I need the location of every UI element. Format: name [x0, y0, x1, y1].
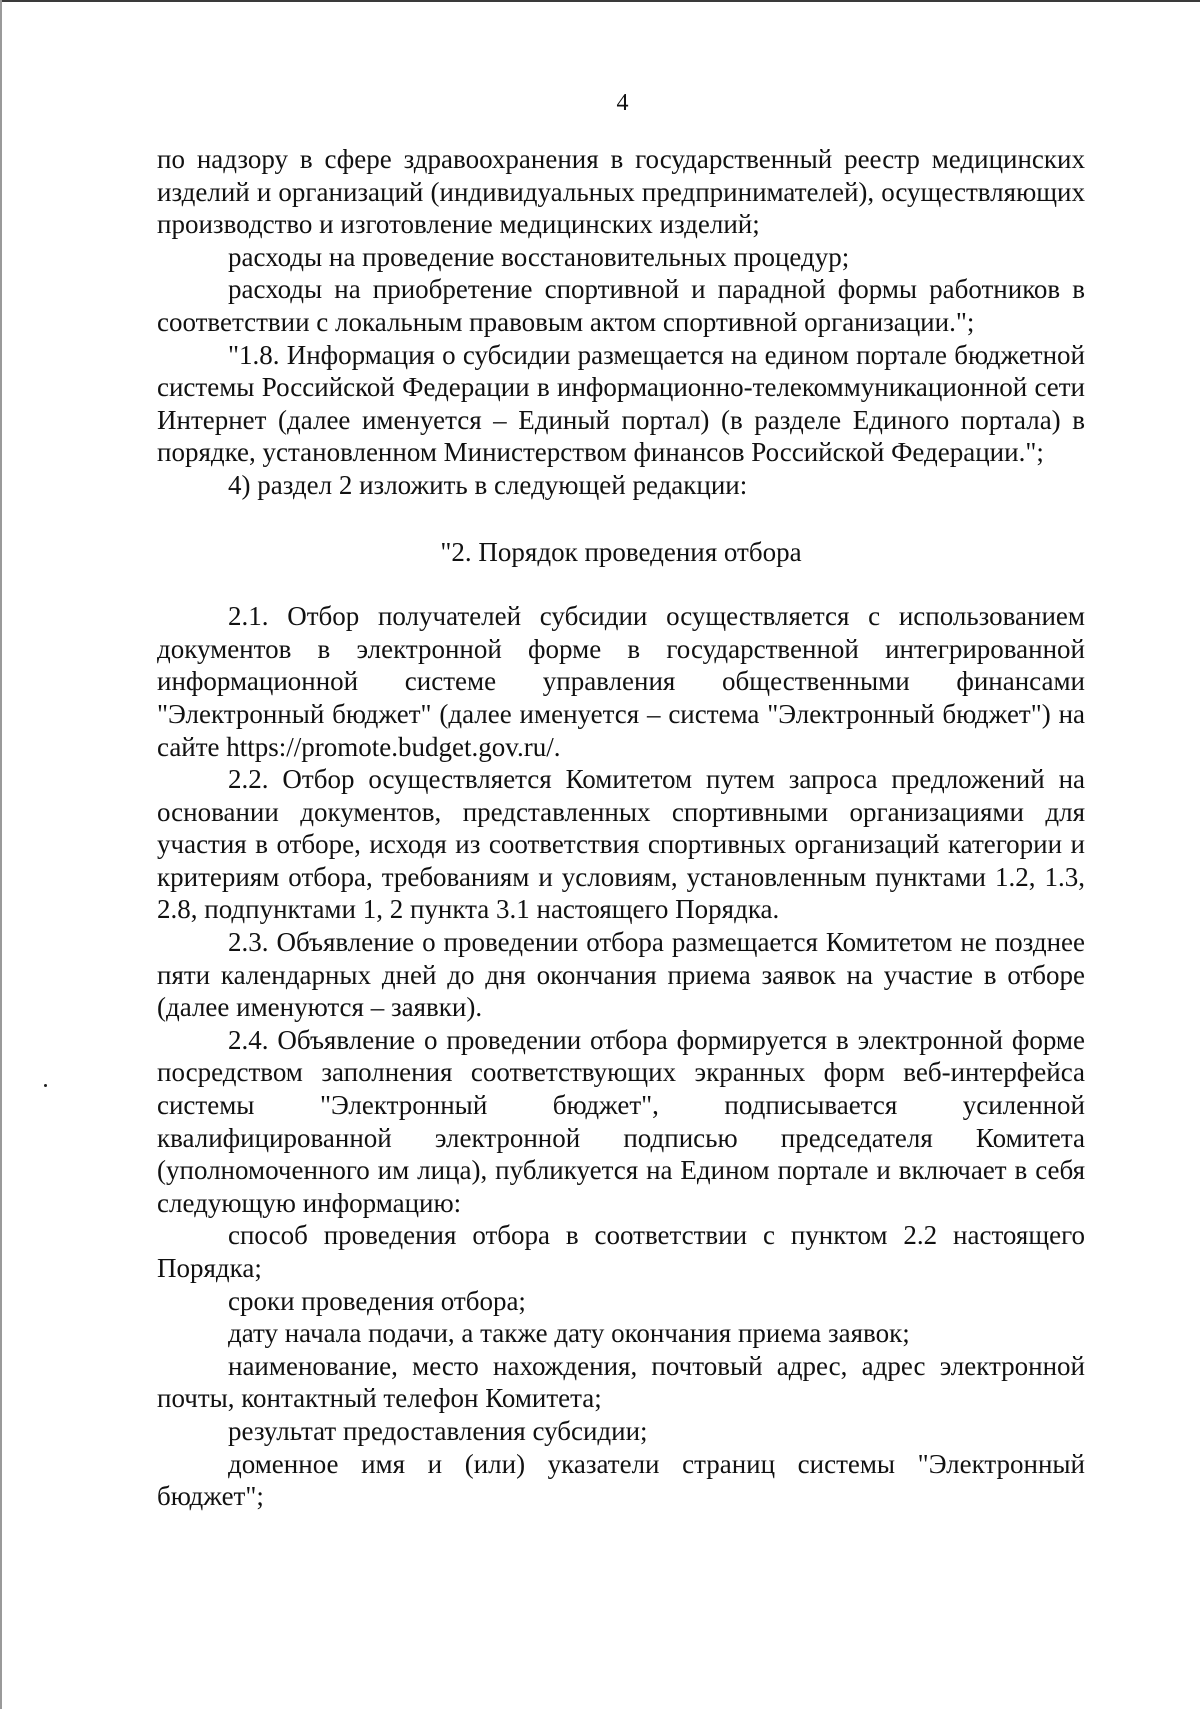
scan-speck	[44, 1084, 47, 1087]
paragraph-2-4: 2.4. Объявление о проведении отбора формируется в электронной форме посредством заполнения соответствующих экранных форм веб-интерфейса системы "Электронный бюджет", подписывается усиленной квалифицированной электронной подписью председателя Комитета (уполномоченного им лица), публикуется на Едином портале и включает в себя следующую информацию:	[157, 1024, 1085, 1218]
scan-edge-top	[0, 0, 1200, 2]
scan-edge-left	[0, 0, 2, 1709]
list-item-application-dates: дату начала подачи, а также дату окончания приема заявок;	[228, 1318, 910, 1349]
list-item-domain-name: доменное имя и (или) указатели страниц системы "Электронный бюджет";	[157, 1448, 1085, 1512]
paragraph-1-8: "1.8. Информация о субсидии размещается на едином портале бюджетной системы Российской Федерации в информационно-телекоммуникационной сети Интернет (далее именуется – Единый портал) (в разделе Единого портала) в порядке, установленном Министерством финансов Российской Федерации.";	[157, 339, 1085, 468]
paragraph-amendment-4: 4) раздел 2 изложить в следующей редакции:	[228, 469, 748, 500]
paragraph-sport-uniform: расходы на приобретение спортивной и парадной формы работников в соответствии с локальным правовым актом спортивной организации.";	[157, 274, 1085, 337]
list-item-committee-contacts: наименование, место нахождения, почтовый адрес, адрес электронной почты, контактный телефон Комитета;	[157, 1350, 1085, 1414]
list-item-selection-method: способ проведения отбора в соответствии с пунктом 2.2 настоящего Порядка;	[157, 1220, 1085, 1283]
paragraph-2-2: 2.2. Отбор осуществляется Комитетом путем запроса предложений на основании документов, представленных спортивными организациями для участия в отборе, исходя из соответствия спортивных организаций категории и критериям отбора, требованиям и условиям, установленным пунктами 1.2, 1.3, 2.8, подпунктами 1, 2 пункта 3.1 настоящего Порядка.	[157, 764, 1085, 925]
document-body	[157, 143, 1085, 1513]
paragraph-registry-continuation: по надзору в сфере здравоохранения в государственный реестр медицинских изделий и организаций (индивидуальных предпринимателей), осуществляющих производство и изготовление медицинских изделий;	[157, 144, 1085, 240]
paragraph-restorative-procedures: расходы на проведение восстановительных процедур;	[228, 241, 850, 272]
page-number: 4	[616, 90, 629, 116]
list-item-selection-terms: сроки проведения отбора;	[228, 1285, 526, 1316]
section-heading: "2. Порядок проведения отбора	[440, 536, 802, 567]
paragraph-2-3: 2.3. Объявление о проведении отбора размещается Комитетом не позднее пяти календарных дней до дня окончания приема заявок на участие в отборе (далее именуются – заявки).	[157, 927, 1085, 1023]
list-item-subsidy-result: результат предоставления субсидии;	[228, 1415, 648, 1446]
paragraph-2-1: 2.1. Отбор получателей субсидии осуществляется с использованием документов в электронной форме в государственной интегрированной информационной системе управления общественными финансами "Электронный бюджет" (далее именуется – система "Электронный бюджет") на сайте https://promote.budget.gov.ru/.	[157, 601, 1085, 762]
